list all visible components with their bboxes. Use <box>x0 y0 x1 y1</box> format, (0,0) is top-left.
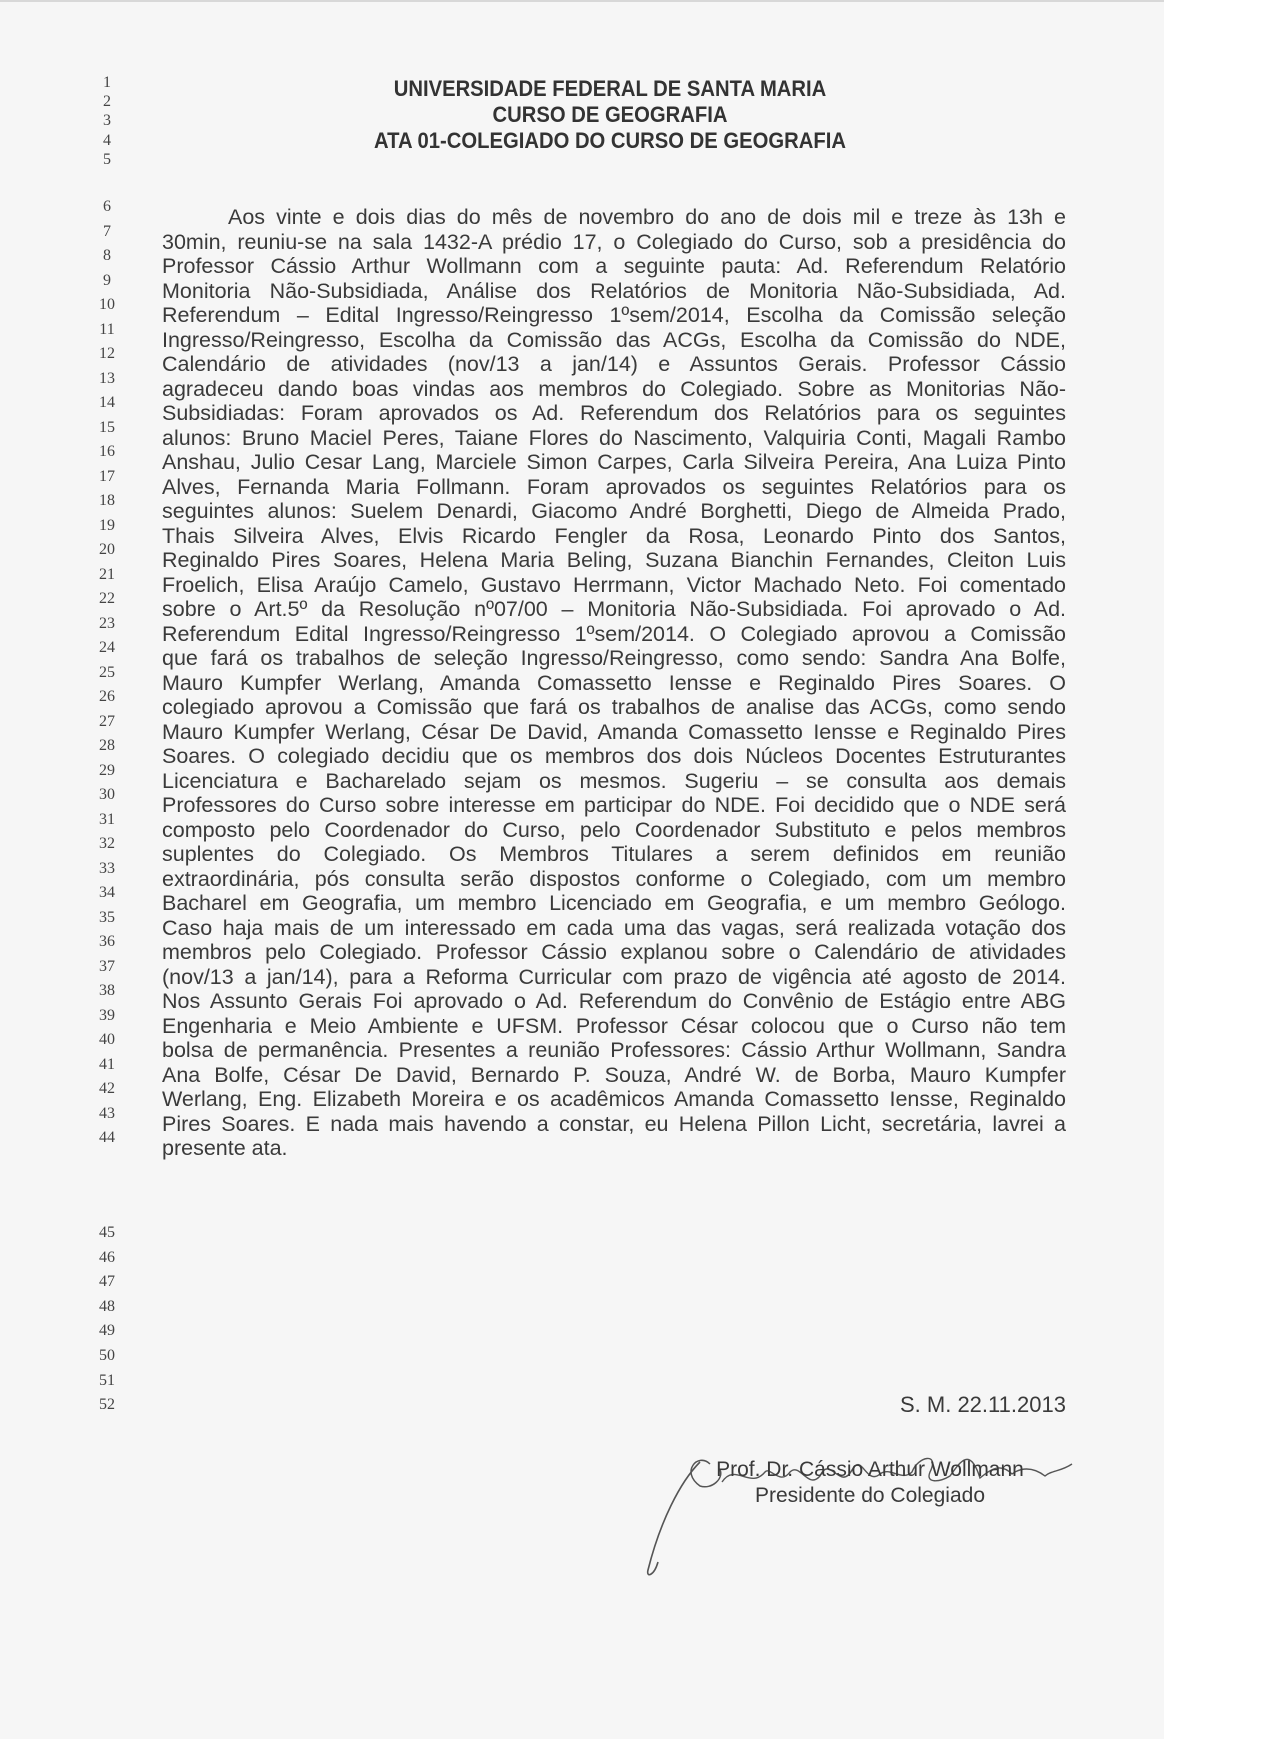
line-number: 48 <box>99 1297 115 1315</box>
line-number: 20 <box>99 541 115 558</box>
body-line: Nos Assunto Gerais Foi aprovado o Ad. Referendum do Convênio de Estágio entre ABG <box>162 989 1066 1013</box>
line-number: 51 <box>99 1371 115 1389</box>
body-line: suplentes do Colegiado. Os Membros Titulares a serem definidos em reunião <box>162 842 1066 866</box>
line-number: 16 <box>99 443 115 460</box>
body-line: Mauro Kumpfer Werlang, Amanda Comassetto Iensse e Reginaldo Pires Soares. O <box>162 670 1066 695</box>
line-number: 15 <box>99 418 115 436</box>
body-line: Bacharel em Geografia, um membro Licenciado em Geografia, e um membro Geólogo. <box>162 891 1066 915</box>
line-number: 6 <box>103 198 111 215</box>
line-number: 34 <box>99 884 115 901</box>
line-number: 7 <box>103 222 111 240</box>
line-number: 24 <box>99 639 115 656</box>
body-line: Ingresso/Reingresso, Escolha da Comissão das ACGs, Escolha da Comissão do NDE, <box>162 327 1066 352</box>
body-line: Subsidiadas: Foram aprovados os Ad. Referendum dos Relatórios para os seguintes <box>162 401 1066 425</box>
body-line: (nov/13 a jan/14), para a Reforma Curricular com prazo de vigência até agosto de 2014. <box>162 964 1066 989</box>
line-number: 2 <box>103 93 111 111</box>
line-number: 45 <box>99 1224 115 1241</box>
line-number: 49 <box>99 1322 115 1340</box>
line-number: 32 <box>99 835 115 852</box>
line-number: 31 <box>99 810 115 828</box>
line-number: 19 <box>99 516 115 534</box>
line-number: 46 <box>99 1248 115 1266</box>
line-number: 35 <box>99 908 115 926</box>
body-line: Professor Cássio Arthur Wollmann com a seguinte pauta: Ad. Referendum Relatório <box>162 254 1066 278</box>
line-number: 29 <box>99 761 115 779</box>
line-number: 11 <box>99 320 115 338</box>
line-number: 33 <box>99 859 115 877</box>
body-line: seguintes alunos: Suelem Denardi, Giacomo André Borghetti, Diego de Almeida Prado, <box>162 499 1066 523</box>
document-header <box>160 76 1060 154</box>
body-line: alunos: Bruno Maciel Peres, Taiane Flores do Nascimento, Valquiria Conti, Magali Rambo <box>162 425 1066 450</box>
body-line: Professores do Curso sobre interesse em participar do NDE. Foi decidido que o NDE será <box>162 793 1066 817</box>
line-number: 12 <box>99 345 115 362</box>
line-number: 25 <box>99 663 115 681</box>
signer-role: Presidente do Colegiado <box>755 1484 985 1507</box>
line-number: 13 <box>99 369 115 387</box>
line-number: 21 <box>99 565 115 583</box>
line-number: 3 <box>103 112 111 130</box>
minutes-title: ATA 01-COLEGIADO DO CURSO DE GEOGRAFIA <box>374 128 846 153</box>
body-line: Werlang, Eng. Elizabeth Moreira e os acadêmicos Amanda Comassetto Iensse, Reginaldo <box>162 1087 1066 1111</box>
body-line: Engenharia e Meio Ambiente e UFSM. Professor César colocou que o Curso não tem <box>162 1013 1066 1038</box>
body-line: Calendário de atividades (nov/13 a jan/14) e Assuntos Gerais. Professor Cássio <box>162 352 1066 376</box>
body-line: extraordinária, pós consulta serão dispostos conforme o Colegiado, com um membro <box>162 866 1066 891</box>
body-line: Referendum – Edital Ingresso/Reingresso 1ºsem/2014, Escolha da Comissão seleção <box>162 303 1066 327</box>
body-line: Ana Bolfe, César De David, Bernardo P. Souza, André W. de Borba, Mauro Kumpfer <box>162 1062 1066 1087</box>
line-number: 40 <box>99 1031 115 1048</box>
body-line: Referendum Edital Ingresso/Reingresso 1ºsem/2014. O Colegiado aprovou a Comissão <box>162 621 1066 646</box>
line-number: 10 <box>99 296 115 313</box>
body-line: Reginaldo Pires Soares, Helena Maria Beling, Suzana Bianchin Fernandes, Cleiton Luis <box>162 548 1066 572</box>
body-line: bolsa de permanência. Presentes a reunião Professores: Cássio Arthur Wollmann, Sandra <box>162 1038 1066 1062</box>
body-line: sobre o Art.5º da Resolução nº07/00 – Monitoria Não-Subsidiada. Foi aprovado o Ad. <box>162 597 1066 621</box>
body-line: Caso haja mais de um interessado em cada uma das vagas, será realizada votação dos <box>162 915 1066 940</box>
body-line: composto pelo Coordenador do Curso, pelo Coordenador Substituto e pelos membros <box>162 817 1066 842</box>
line-number: 30 <box>99 786 115 803</box>
body-line: Licenciatura e Bacharelado sejam os mesmos. Sugeriu – se consulta aos demais <box>162 768 1066 793</box>
body-line: Alves, Fernanda Maria Follmann. Foram aprovados os seguintes Relatórios para os <box>162 474 1066 499</box>
body-line: Soares. O colegiado decidiu que os membros dos dois Núcleos Docentes Estruturantes <box>162 744 1066 768</box>
line-number: 47 <box>99 1273 115 1291</box>
line-number: 36 <box>99 933 115 950</box>
body-line: agradeceu dando boas vindas aos membros do Colegiado. Sobre as Monitorias Não- <box>162 376 1066 401</box>
line-number: 37 <box>99 957 115 975</box>
minutes-body <box>162 205 1066 1161</box>
line-number: 22 <box>99 590 115 607</box>
line-number: 1 <box>103 74 111 91</box>
line-number: 39 <box>99 1006 115 1024</box>
body-line: membros pelo Colegiado. Professor Cássio explanou sobre o Calendário de atividades <box>162 940 1066 964</box>
body-line: Anshau, Julio Cesar Lang, Marciele Simon Carpes, Carla Silveira Pereira, Ana Luiza Pinto <box>162 450 1066 474</box>
line-number: 5 <box>103 150 111 168</box>
body-line: Mauro Kumpfer Werlang, César De David, Amanda Comassetto Iensse e Reginaldo Pires <box>162 719 1066 744</box>
line-number: 43 <box>99 1104 115 1122</box>
signer-name: Prof. Dr. Cássio Arthur Wollmann <box>716 1458 1024 1481</box>
line-number: 8 <box>103 247 111 264</box>
body-line: colegiado aprovou a Comissão que fará os trabalhos de analise das ACGs, como sendo <box>162 695 1066 719</box>
university-name: UNIVERSIDADE FEDERAL DE SANTA MARIA <box>393 76 827 101</box>
line-number: 42 <box>99 1080 115 1097</box>
line-number: 4 <box>103 131 111 149</box>
line-number: 27 <box>99 712 115 730</box>
line-number: 44 <box>99 1129 115 1146</box>
line-number: 18 <box>99 492 115 509</box>
body-line: Pires Soares. E nada mais havendo a constar, eu Helena Pillon Licht, secretária, lavrei a <box>162 1111 1066 1136</box>
body-line: Monitoria Não-Subsidiada, Análise dos Relatórios de Monitoria Não-Subsidiada, Ad. <box>162 278 1066 303</box>
line-number: 14 <box>99 394 115 411</box>
body-line: presente ata. <box>162 1136 288 1160</box>
line-number: 50 <box>99 1347 115 1364</box>
line-number: 17 <box>99 467 115 485</box>
body-line: Thais Silveira Alves, Elvis Ricardo Fengler da Rosa, Leonardo Pinto dos Santos, <box>162 523 1066 548</box>
course-name: CURSO DE GEOGRAFIA <box>492 102 728 127</box>
line-number: 23 <box>99 614 115 632</box>
line-number: 52 <box>99 1396 115 1414</box>
signature-block <box>700 1457 1040 1509</box>
body-line: Aos vinte e dois dias do mês de novembro do ano de dois mil e treze às 13h e <box>228 205 1066 229</box>
body-line: Froelich, Elisa Araújo Camelo, Gustavo Herrmann, Victor Machado Neto. Foi comentado <box>162 572 1066 597</box>
line-number: 38 <box>99 982 115 999</box>
line-number: 28 <box>99 737 115 754</box>
line-number: 9 <box>103 271 111 289</box>
body-line: que fará os trabalhos de seleção Ingresso/Reingresso, como sendo: Sandra Ana Bolfe, <box>162 646 1066 670</box>
line-number: 41 <box>99 1055 115 1073</box>
line-number: 26 <box>99 688 115 705</box>
place-date: S. M. 22.11.2013 <box>900 1392 1066 1417</box>
body-line: 30min, reuniu-se na sala 1432-A prédio 17, o Colegiado do Curso, sob a presidência do <box>162 229 1066 254</box>
